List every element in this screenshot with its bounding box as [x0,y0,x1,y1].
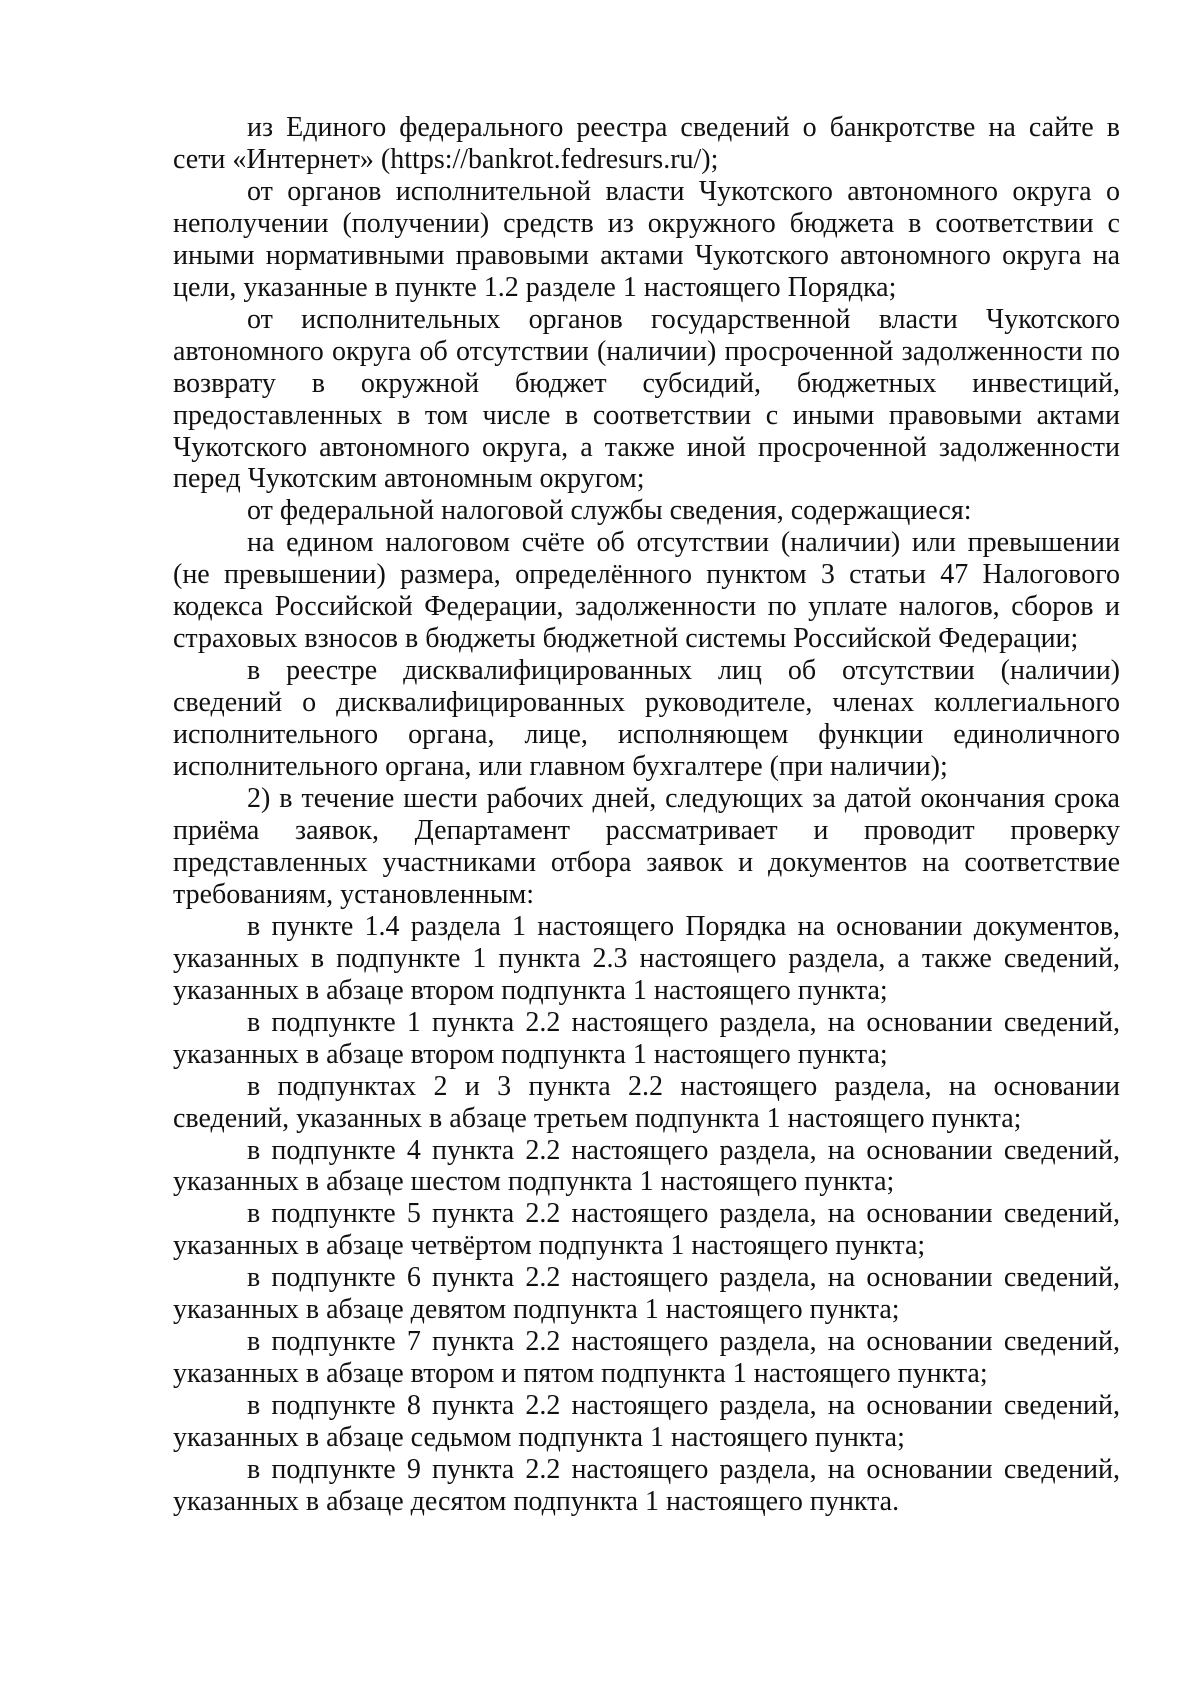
paragraph-check-subitem-1: в подпункте 1 пункта 2.2 настоящего раздела, на основании сведений, указанных в абзаце втором подпункта 1 настоящего пункта; [173,1006,1120,1070]
paragraph-disqualified-registry: в реестре дисквалифицированных лиц об отсутствии (наличии) сведений о дисквалифицированных руководителе, членах коллегиального исполнительного органа, лице, исполняющем функции единоличного исполнительного органа, или главном бухгалтере (при наличии); [173,655,1120,783]
paragraph-check-subitem-9: в подпункте 9 пункта 2.2 настоящего раздела, на основании сведений, указанных в абзаце десятом подпункта 1 настоящего пункта. [173,1454,1120,1517]
paragraph-check-subitems-2-3: в подпунктах 2 и 3 пункта 2.2 настоящего раздела, на основании сведений, указанных в абзаце третьем подпункта 1 настоящего пункта; [173,1070,1120,1134]
paragraph-check-subitem-6: в подпункте 6 пункта 2.2 настоящего раздела, на основании сведений, указанных в абзаце девятом подпункта 1 настоящего пункта; [173,1262,1120,1326]
document-body [173,112,1120,1518]
paragraph-check-subitem-4: в подпункте 4 пункта 2.2 настоящего раздела, на основании сведений, указанных в абзаце шестом подпункта 1 настоящего пункта; [173,1134,1120,1198]
paragraph-check-1-4: в пункте 1.4 раздела 1 настоящего Порядка на основании документов, указанных в подпункте 1 пункта 2.3 настоящего раздела, а также сведений, указанных в абзаце втором подпункта 1 настоящего пункта; [173,910,1120,1006]
paragraph-executive-authorities-funds: от органов исполнительной власти Чукотского автономного округа о неполучении (получении) средств из окружного бюджета в соответствии с иными нормативными правовыми актами Чукотского автономного округа на цели, указанные в пункте 1.2 разделе 1 настоящего Порядка; [173,175,1120,303]
paragraph-fedresurs: из Единого федерального реестра сведений о банкротстве на сайте в сети «Интернет» (https://bankrot.fedresurs.ru/); [173,112,1120,175]
paragraph-overdue-debt: от исполнительных органов государственной власти Чукотского автономного округа об отсутствии (наличии) просроченной задолженности по возврату в окружной бюджет субсидий, бюджетных инвестиций, предоставленных в том числе в соответствии с иными правовыми актами Чукотского автономного округа, а также иной просроченной задолженности перед Чукотским автономным округом; [173,303,1120,495]
paragraph-check-subitem-5: в подпункте 5 пункта 2.2 настоящего раздела, на основании сведений, указанных в абзаце четвёртом подпункта 1 настоящего пункта; [173,1198,1120,1262]
paragraph-check-subitem-8: в подпункте 8 пункта 2.2 настоящего раздела, на основании сведений, указанных в абзаце седьмом подпункта 1 настоящего пункта; [173,1390,1120,1454]
paragraph-review-period: 2) в течение шести рабочих дней, следующих за датой окончания срока приёма заявок, Департамент рассматривает и проводит проверку представленных участниками отбора заявок и документов на соответствие требованиям, установленным: [173,783,1120,910]
paragraph-check-subitem-7: в подпункте 7 пункта 2.2 настоящего раздела, на основании сведений, указанных в абзаце втором и пятом подпункта 1 настоящего пункта; [173,1326,1120,1390]
paragraph-tax-account: на едином налоговом счёте об отсутствии (наличии) или превышении (не превышении) размера, определённого пунктом 3 статьи 47 Налогового кодекса Российской Федерации, задолженности по уплате налогов, сборов и страховых взносов в бюджеты бюджетной системы Российской Федерации; [173,527,1120,655]
paragraph-tax-service: от федеральной налоговой службы сведения, содержащиеся: [247,495,972,527]
